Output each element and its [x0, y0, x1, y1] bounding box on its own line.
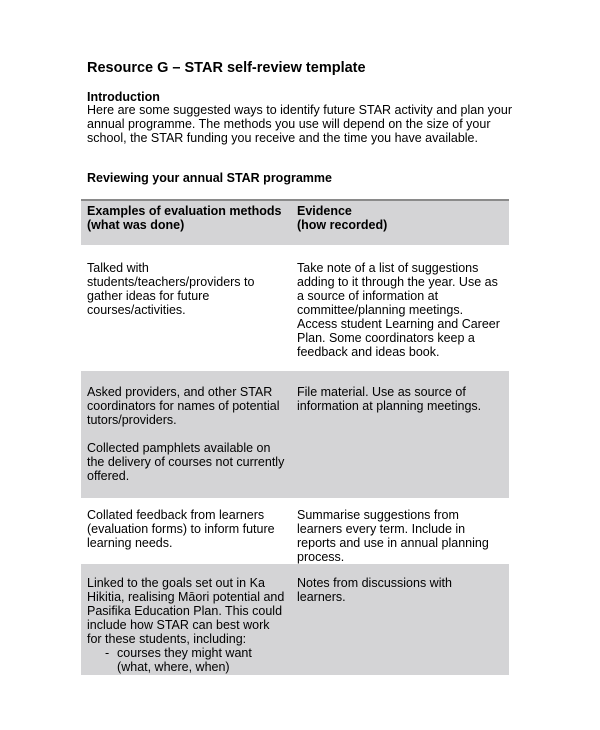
evidence-cell: File material. Use as source of information at planning meetings. — [291, 371, 509, 498]
method-cell: Talked with students/teachers/providers to gather ideas for future courses/activities. — [87, 261, 255, 317]
header-methods-subtitle: (what was done) — [87, 218, 185, 232]
bullet-text: courses they might want (what, where, when) — [117, 646, 252, 674]
bullet-mark: - — [105, 646, 110, 660]
evidence-cell: Take note of a list of suggestions adding to it through the year. Use as a source of information at committee/planning meetings. Access student Learning and Career Plan. Some coordinators keep a feedback and ideas book. — [297, 261, 500, 359]
method-cell — [81, 371, 291, 498]
header-methods-title: Examples of evaluation methods — [87, 204, 282, 218]
table-row — [81, 245, 509, 371]
bullet-item — [105, 646, 285, 674]
introduction-text: Here are some suggested ways to identify future STAR activity and plan your annual programme. The methods you use will depend on the size of your school, the STAR funding you receive and the time you have available. — [87, 103, 512, 145]
header-evidence-title: Evidence — [297, 204, 352, 218]
method-text: Asked providers, and other STAR coordinators for names of potential tutors/providers. — [87, 385, 280, 427]
method-cell — [81, 564, 291, 675]
method-text: Linked to the goals set out in Ka Hikitia, realising Māori potential and Pasifika Education Plan. This could include how STAR can best work for these students, including: — [87, 576, 285, 646]
method-cell: Collated feedback from learners (evaluation forms) to inform future learning needs. — [87, 508, 275, 550]
review-table — [81, 199, 509, 675]
evidence-cell: Notes from discussions with learners. — [291, 564, 509, 675]
page-title: Resource G – STAR self-review template — [87, 60, 366, 76]
table-row — [81, 371, 509, 498]
table-row — [81, 564, 509, 675]
header-methods — [81, 200, 291, 245]
evidence-cell: Summarise suggestions from learners every term. Include in reports and use in annual planning process. — [297, 508, 489, 564]
method-extra-text: Collected pamphlets available on the delivery of courses not currently offered. — [87, 441, 285, 483]
table-row — [81, 498, 509, 564]
header-evidence — [291, 200, 509, 245]
header-evidence-subtitle: (how recorded) — [297, 218, 388, 232]
table-header-row — [81, 200, 509, 245]
section-heading: Reviewing your annual STAR programme — [87, 171, 332, 185]
introduction-heading: Introduction — [87, 90, 160, 104]
